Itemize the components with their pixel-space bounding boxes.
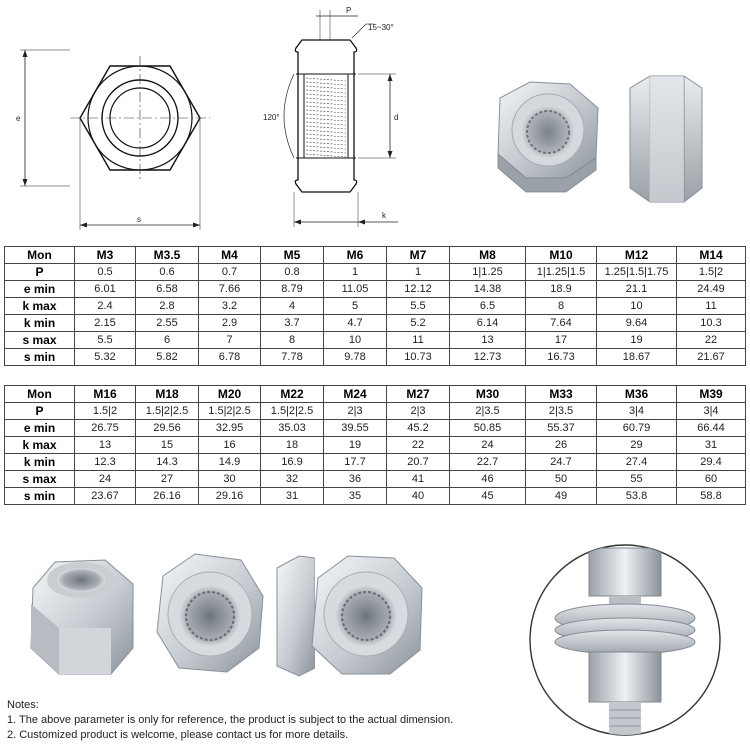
table-cell: 55.37 — [526, 420, 597, 437]
table-cell: 9.64 — [597, 315, 677, 332]
table-cell: 19 — [324, 437, 387, 454]
table-cell: 0.8 — [261, 264, 324, 281]
row-header-cell: s max — [5, 471, 75, 488]
table-cell: 30 — [199, 471, 261, 488]
row-header-cell: s min — [5, 349, 75, 366]
nut-front-right-photo — [298, 548, 430, 688]
table-cell: 18.67 — [597, 349, 677, 366]
row-header-cell: e min — [5, 281, 75, 298]
table-row — [5, 454, 746, 471]
table-cell: 6.58 — [136, 281, 199, 298]
table-cell: 18 — [261, 437, 324, 454]
row-header-cell: k max — [5, 298, 75, 315]
table-cell: 40 — [387, 488, 450, 505]
table-cell: 39.55 — [324, 420, 387, 437]
table-cell: 7 — [199, 332, 261, 349]
table-header-cell: M3.5 — [136, 247, 199, 264]
front-view-drawing — [10, 8, 215, 233]
table-row — [5, 403, 746, 420]
table-cell: 1 — [387, 264, 450, 281]
table-cell: 26 — [526, 437, 597, 454]
notes-section — [7, 698, 607, 743]
nut-photo-top — [470, 60, 740, 220]
table-cell: 5.32 — [75, 349, 136, 366]
table-cell: 10 — [597, 298, 677, 315]
table-cell: 5.82 — [136, 349, 199, 366]
table-cell: 24.7 — [526, 454, 597, 471]
table-cell: 50 — [526, 471, 597, 488]
row-header-cell: P — [5, 403, 75, 420]
table-cell: 24 — [450, 437, 526, 454]
table-cell: 8 — [261, 332, 324, 349]
table-cell: 1 — [324, 264, 387, 281]
table-cell: 3|4 — [677, 403, 746, 420]
table-cell: 35.03 — [261, 420, 324, 437]
table-header-cell: M6 — [324, 247, 387, 264]
table-cell: 29.56 — [136, 420, 199, 437]
table-header-cell: M4 — [199, 247, 261, 264]
spec-table-m16-m39 — [4, 385, 746, 505]
table-cell: 46 — [450, 471, 526, 488]
chamfer-angle-label: 15~30° — [368, 23, 394, 32]
table-cell: 12.12 — [387, 281, 450, 298]
table-cell: 29 — [597, 437, 677, 454]
table-cell: 10.3 — [677, 315, 746, 332]
table-cell: 9.78 — [324, 349, 387, 366]
table-cell: 6.5 — [450, 298, 526, 315]
table-cell: 35 — [324, 488, 387, 505]
table-row — [5, 420, 746, 437]
table-cell: 32 — [261, 471, 324, 488]
table-header-cell: M20 — [199, 386, 261, 403]
table-cell: 1|1.25 — [450, 264, 526, 281]
table-header-cell: M22 — [261, 386, 324, 403]
table-cell: 22.7 — [450, 454, 526, 471]
table-cell: 16.73 — [526, 349, 597, 366]
table-header-cell: M33 — [526, 386, 597, 403]
table-cell: 66.44 — [677, 420, 746, 437]
row-header-cell: k max — [5, 437, 75, 454]
row-header-cell: k min — [5, 315, 75, 332]
table-cell: 24 — [75, 471, 136, 488]
table-header-cell: Mon — [5, 247, 75, 264]
table-row — [5, 437, 746, 454]
row-header-cell: s max — [5, 332, 75, 349]
table-cell: 24.49 — [677, 281, 746, 298]
table-cell: 6.78 — [199, 349, 261, 366]
table-cell: 15 — [136, 437, 199, 454]
table-cell: 1.5|2|2.5 — [136, 403, 199, 420]
table-cell: 16.9 — [261, 454, 324, 471]
table-cell: 11.05 — [324, 281, 387, 298]
table-cell: 12.3 — [75, 454, 136, 471]
angle-120-label: 120° — [263, 113, 280, 122]
table-header-cell: M39 — [677, 386, 746, 403]
table-cell: 22 — [387, 437, 450, 454]
table-cell: 8.79 — [261, 281, 324, 298]
table-cell: 5.5 — [75, 332, 136, 349]
table-cell: 11 — [677, 298, 746, 315]
row-header-cell: e min — [5, 420, 75, 437]
table-header-cell: M10 — [526, 247, 597, 264]
table-cell: 26.16 — [136, 488, 199, 505]
table-header-cell: M18 — [136, 386, 199, 403]
nut-photos-bottom — [15, 548, 315, 688]
table-cell: 7.78 — [261, 349, 324, 366]
table-row — [5, 471, 746, 488]
table-cell: 53.8 — [597, 488, 677, 505]
table-cell: 6.01 — [75, 281, 136, 298]
table-header-row — [5, 386, 746, 403]
table-cell: 13 — [75, 437, 136, 454]
table-cell: 2.4 — [75, 298, 136, 315]
table-row — [5, 332, 746, 349]
table-cell: 0.5 — [75, 264, 136, 281]
table-header-cell: M8 — [450, 247, 526, 264]
table-cell: 6 — [136, 332, 199, 349]
table-cell: 7.66 — [199, 281, 261, 298]
table-cell: 45.2 — [387, 420, 450, 437]
table-cell: 1|1.25|1.5 — [526, 264, 597, 281]
table-cell: 12.73 — [450, 349, 526, 366]
dimension-e-label: e — [16, 114, 21, 123]
table-cell: 2|3 — [324, 403, 387, 420]
table-cell: 0.6 — [136, 264, 199, 281]
table-row — [5, 264, 746, 281]
table-cell: 5 — [324, 298, 387, 315]
table-cell: 21.1 — [597, 281, 677, 298]
table-cell: 50.85 — [450, 420, 526, 437]
table-cell: 1.25|1.5|1.75 — [597, 264, 677, 281]
table-cell: 29.16 — [199, 488, 261, 505]
table-cell: 4.7 — [324, 315, 387, 332]
dimension-p-label: P — [346, 6, 352, 15]
table-cell: 49 — [526, 488, 597, 505]
spec-table-m3-m14 — [4, 246, 746, 366]
table-cell: 2|3.5 — [526, 403, 597, 420]
table-header-cell: M5 — [261, 247, 324, 264]
table-header-cell: M7 — [387, 247, 450, 264]
table-cell: 26.75 — [75, 420, 136, 437]
nut-front-facing — [498, 82, 598, 192]
table-cell: 16 — [199, 437, 261, 454]
row-header-cell: P — [5, 264, 75, 281]
table-header-cell: M14 — [677, 247, 746, 264]
table-header-cell: Mon — [5, 386, 75, 403]
table-cell: 7.64 — [526, 315, 597, 332]
table-cell: 22 — [677, 332, 746, 349]
table-cell: 1.5|2 — [677, 264, 746, 281]
table-cell: 45 — [450, 488, 526, 505]
row-header-cell: k min — [5, 454, 75, 471]
table-cell: 29.4 — [677, 454, 746, 471]
table-header-cell: M12 — [597, 247, 677, 264]
table-cell: 13 — [450, 332, 526, 349]
table-row — [5, 488, 746, 505]
table-cell: 1.5|2|2.5 — [261, 403, 324, 420]
table-cell: 10 — [324, 332, 387, 349]
table-header-cell: M36 — [597, 386, 677, 403]
table-cell: 2|3 — [387, 403, 450, 420]
table-cell: 8 — [526, 298, 597, 315]
table-cell: 3.2 — [199, 298, 261, 315]
table-cell: 2|3.5 — [450, 403, 526, 420]
table-header-cell: M24 — [324, 386, 387, 403]
table-header-cell: M3 — [75, 247, 136, 264]
nut-side-outline — [295, 40, 356, 192]
table-row — [5, 349, 746, 366]
table-cell: 5.5 — [387, 298, 450, 315]
table-cell: 17.7 — [324, 454, 387, 471]
nut-angled-left — [31, 560, 133, 674]
table-cell: 27 — [136, 471, 199, 488]
table-cell: 3|4 — [597, 403, 677, 420]
table-cell: 23.67 — [75, 488, 136, 505]
note-line-2: 2. Customized product is welcome, please contact us for more details. — [7, 729, 349, 741]
nut-front-middle — [157, 554, 263, 672]
table-cell: 5.2 — [387, 315, 450, 332]
dimension-s-label: s — [137, 215, 141, 224]
table-row — [5, 298, 746, 315]
table-header-cell: M30 — [450, 386, 526, 403]
table-cell: 0.7 — [199, 264, 261, 281]
table-cell: 1.5|2|2.5 — [199, 403, 261, 420]
table-cell: 60.79 — [597, 420, 677, 437]
table-cell: 41 — [387, 471, 450, 488]
table-cell: 6.14 — [450, 315, 526, 332]
table-cell: 1.5|2 — [75, 403, 136, 420]
table-cell: 10.73 — [387, 349, 450, 366]
table-cell: 4 — [261, 298, 324, 315]
table-cell: 58.8 — [677, 488, 746, 505]
row-header-cell: s min — [5, 488, 75, 505]
table-header-cell: M27 — [387, 386, 450, 403]
side-view-drawing — [258, 2, 428, 232]
table-cell: 2.8 — [136, 298, 199, 315]
table-header-row — [5, 247, 746, 264]
table-row — [5, 315, 746, 332]
dimension-k-label: k — [382, 211, 386, 220]
table-cell: 32.95 — [199, 420, 261, 437]
table-cell: 14.9 — [199, 454, 261, 471]
table-cell: 60 — [677, 471, 746, 488]
table-cell: 14.3 — [136, 454, 199, 471]
table-cell: 21.67 — [677, 349, 746, 366]
table-cell: 19 — [597, 332, 677, 349]
table-cell: 17 — [526, 332, 597, 349]
table-cell: 55 — [597, 471, 677, 488]
table-cell: 31 — [261, 488, 324, 505]
note-line-1: 1. The above parameter is only for reference, the product is subject to the actual dimension. — [7, 714, 454, 726]
table-cell: 3.7 — [261, 315, 324, 332]
table-cell: 14.38 — [450, 281, 526, 298]
table-cell: 31 — [677, 437, 746, 454]
table-cell: 2.55 — [136, 315, 199, 332]
dimension-d-label: d — [394, 113, 399, 122]
table-cell: 11 — [387, 332, 450, 349]
table-cell: 18.9 — [526, 281, 597, 298]
nut-side-facing — [630, 76, 702, 202]
table-header-cell: M16 — [75, 386, 136, 403]
table-cell: 2.9 — [199, 315, 261, 332]
table-cell: 20.7 — [387, 454, 450, 471]
notes-title: Notes: — [7, 699, 39, 711]
table-cell: 27.4 — [597, 454, 677, 471]
table-cell: 36 — [324, 471, 387, 488]
table-row — [5, 281, 746, 298]
table-cell: 2.15 — [75, 315, 136, 332]
